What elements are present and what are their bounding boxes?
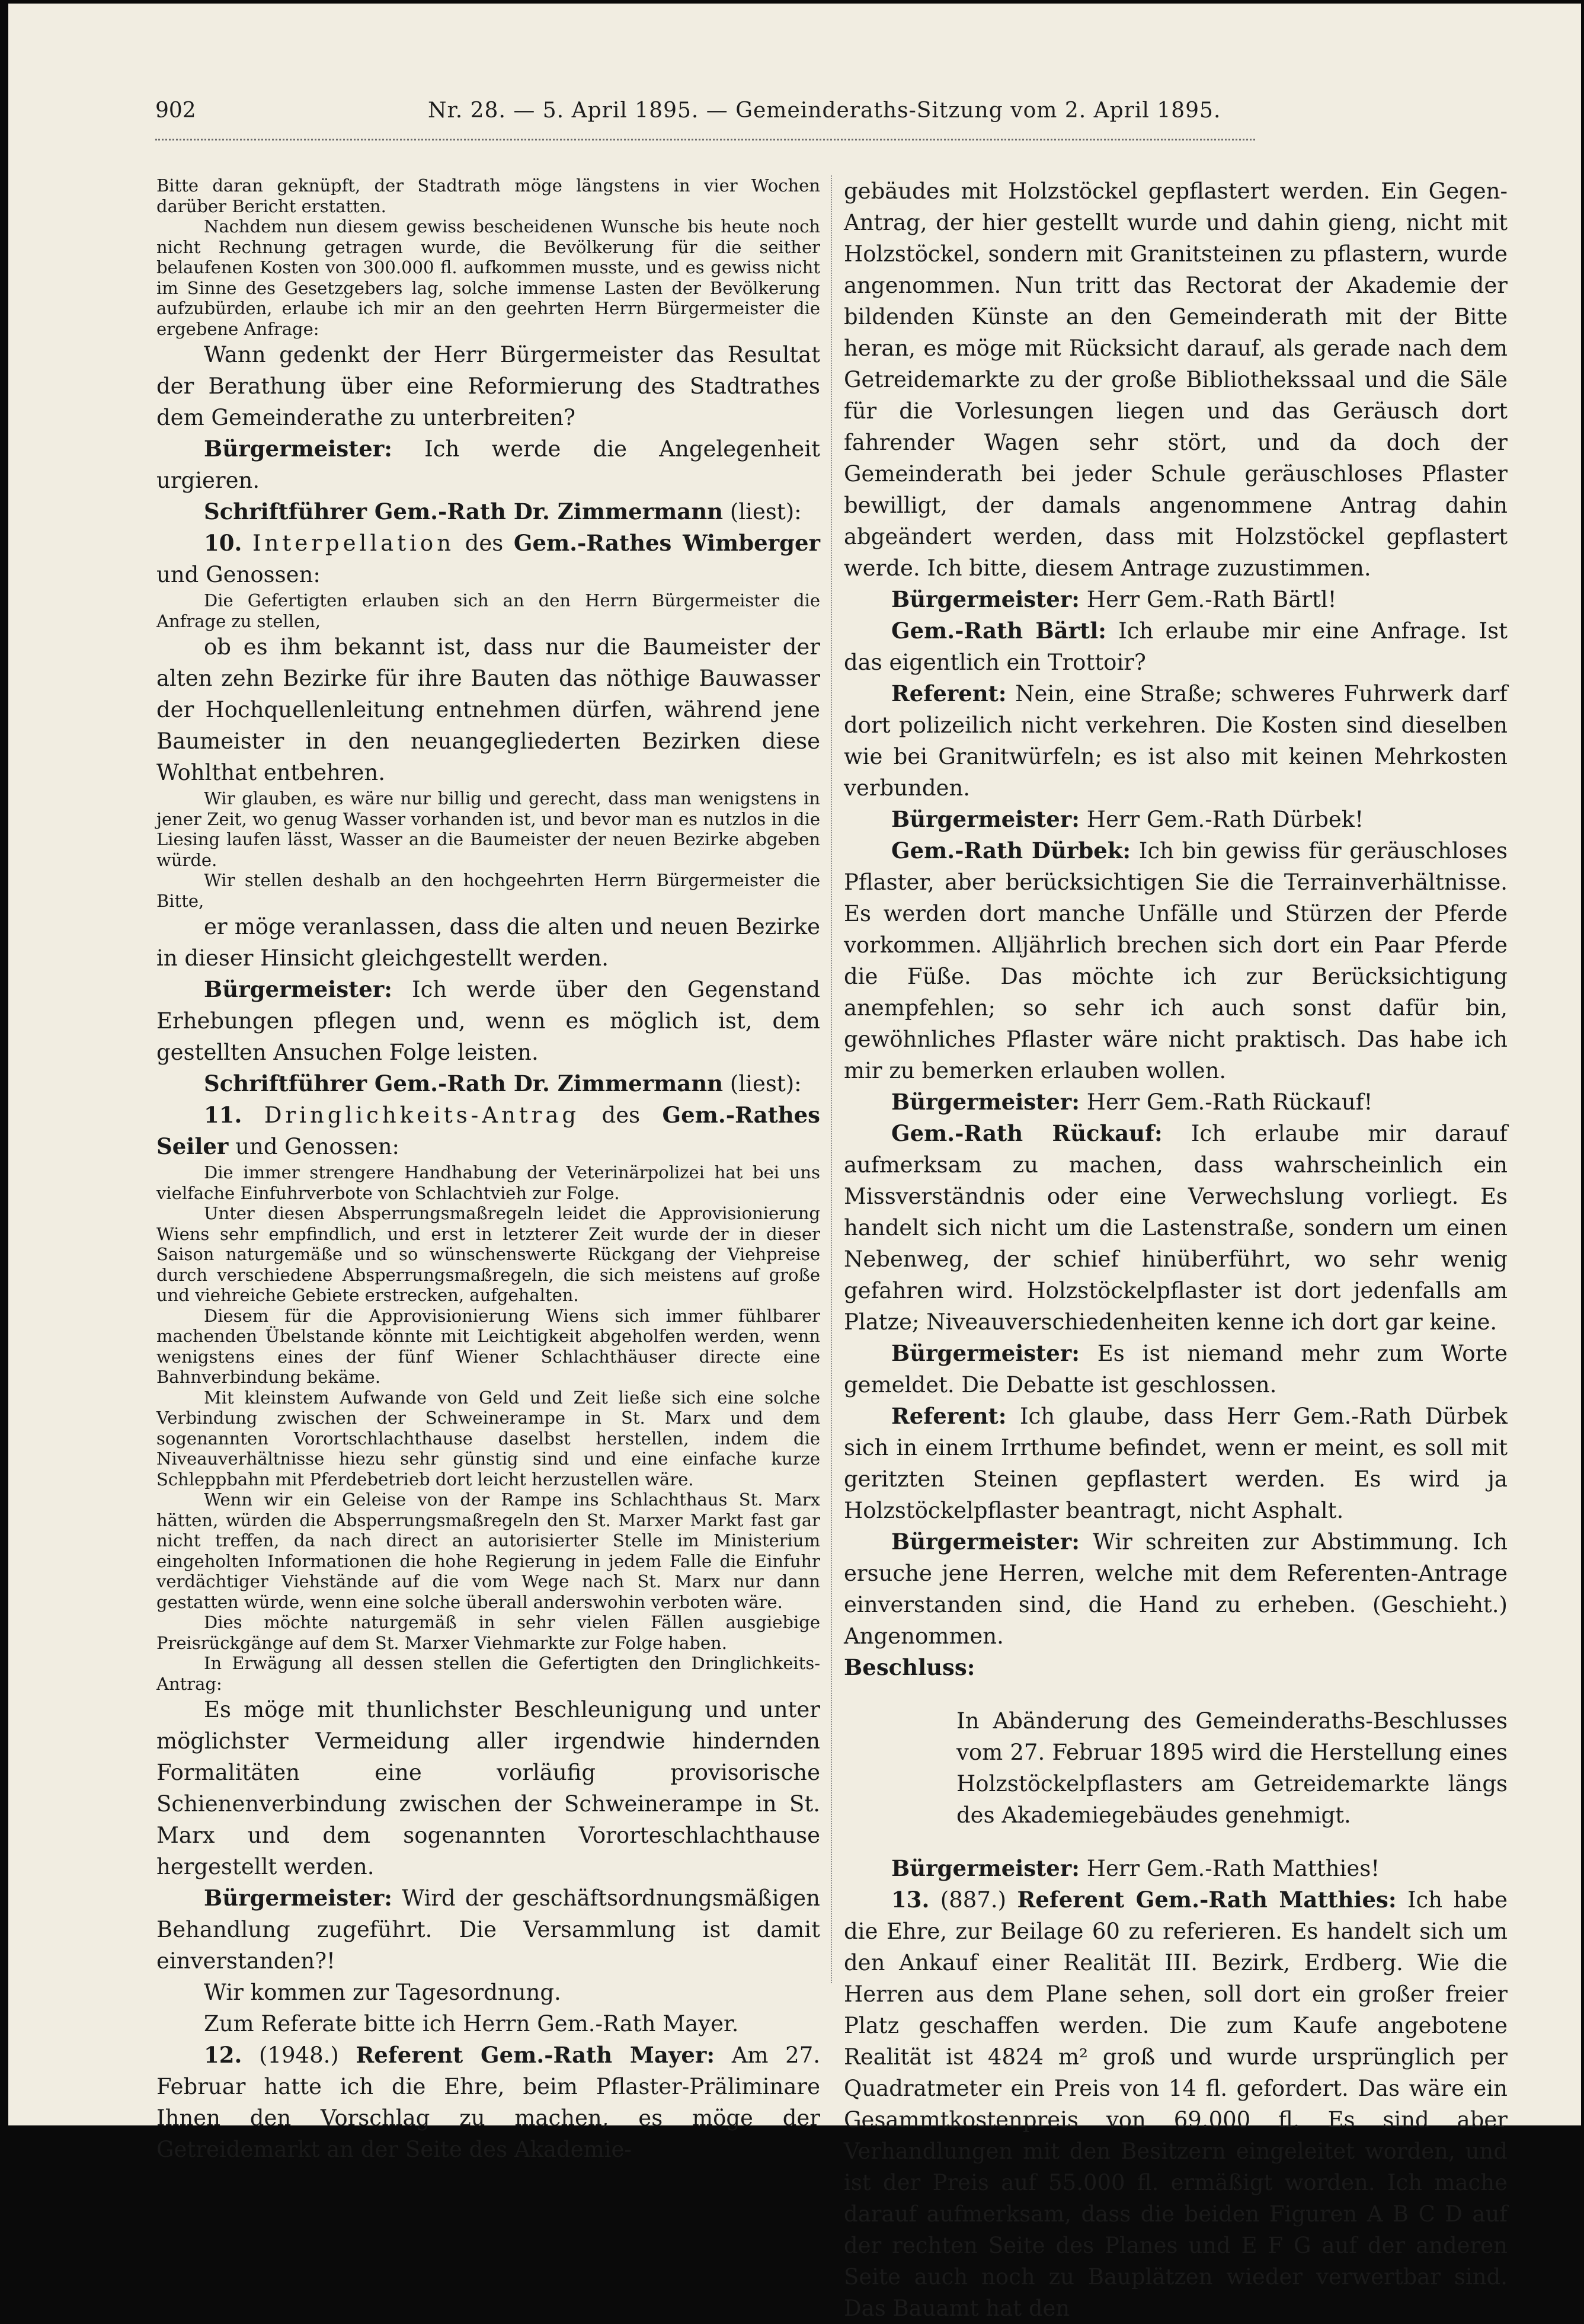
speaker: Referent Gem.-Rath Mayer: bbox=[356, 2042, 715, 2068]
speech bbox=[844, 1338, 1508, 1401]
resolution-text: In Abänderung des Gemeinderaths-Beschlusses vom 27. Februar 1895 wird die Herstellung eines Holzstöckelpflasters am Getreidemarkte längs des Akademiegebäudes genehmigt. bbox=[956, 1708, 1508, 1828]
speech-text: Es ist niemand mehr zum Worte gemeldet. Die Debatte ist geschlossen. bbox=[844, 1341, 1508, 1398]
speaker: Referent: bbox=[891, 1403, 1007, 1429]
speaker: Bürgermeister: bbox=[204, 1885, 392, 1911]
paragraph: ob es ihm bekannt ist, dass nur die Baumeister der alten zehn Bezirke für ihre Bauten das nöthige Bauwasser der Hochquellenleitung entnehmen dürfen, während jene Baumeister in den neuangegliederten Bezirken diese Wohlthat entbehren. bbox=[156, 634, 820, 785]
speech-text: Nein, eine Straße; schweres Fuhrwerk darf dort polizeilich nicht verkehren. Die Kosten sind dieselben wie bei Granitwürfeln; es ist also mit keinen Mehrkosten verbunden. bbox=[844, 681, 1508, 801]
item-rest: und Genossen: bbox=[235, 1134, 400, 1159]
speech-text: Ich habe die Ehre, zur Beilage 60 zu referieren. Es handelt sich um den Ankauf einer Realität III. Bezirk, Erdberg. Wie die Herren aus dem Plane sehen, soll dort ein großer freier Platz geschaffen werden. Die zum Kaufe angebotene Realität ist 4824 m² groß und wurde ursprünglich per Quadratmeter ein Preis von 14 fl. gefordert. Das wäre ein Gesammtkostenpreis von 69.000 fl. Es sind aber Verhandlungen mit den Besitzern eingeleitet worden, und ist der Preis auf 55.000 fl. ermäßigt worden. Ich mache darauf aufmerksam, dass die beiden Figuren A B C D auf der rechten Seite des Planes und E F G auf der anderen Seite auch noch zu Bauplätzen wieder verwertbar sind. Das Bauamt hat den bbox=[844, 1887, 1508, 2321]
speaker: Bürgermeister: bbox=[891, 1340, 1080, 1366]
speech bbox=[844, 1853, 1508, 1884]
speech bbox=[844, 1118, 1508, 1338]
paragraph: Wir glauben, es wäre nur billig und gerecht, dass man wenigstens in jener Zeit, wo genug Wasser vorhanden ist, und bevor man es nutzlos in die Liesing laufen lässt, Wasser an die Baumeister der neuen Bezirke abgeben würde. bbox=[156, 788, 820, 870]
newspaper-page bbox=[8, 4, 1581, 2321]
item-kind: Interpellation bbox=[252, 530, 455, 556]
paragraph: er möge veranlassen, dass die alten und neuen Bezirke in dieser Hinsicht gleichgestellt werden. bbox=[156, 914, 820, 971]
speaker: Gem.-Rath Rückauf: bbox=[891, 1120, 1163, 1146]
speaker: Bürgermeister: bbox=[891, 1089, 1080, 1115]
item-heading bbox=[844, 1884, 1508, 2324]
paragraph: gebäudes mit Holzstöckel gepflastert werden. Ein Gegen-Antrag, der hier gestellt wurde und dahin gieng, nicht mit Holzstöckel, sondern mit Granitsteinen zu pflastern, wurde angenommen. Nun tritt das Rectorat der Akademie der bildenden Künste an den Gemeinderath mit der Bitte heran, es möge mit Rücksicht darauf, als gerade nach dem Getreidemarkte zu der große Bibliothekssaal und die Säle für die Vorlesungen liegen und das Geräusch dort fahrender Wagen sehr stört, und da doch der Gemeinderath bei jeder Schule geräuschloses Pflaster bewilligt, der damals angenommene Antrag dahin abgeändert werden, dass mit Holzstöckel gepflastert werde. Ich bitte, diesem Antrage zuzustimmen. bbox=[844, 178, 1508, 581]
running-head: Nr. 28. — 5. April 1895. — Gemeinderaths-Sitzung vom 2. April 1895. bbox=[428, 98, 1221, 123]
item-connector: des bbox=[601, 1102, 641, 1128]
speech-text: Herr Gem.-Rath Dürbek! bbox=[1086, 807, 1364, 832]
right-column bbox=[844, 175, 1508, 2321]
speech bbox=[156, 496, 820, 528]
speech-text: Herr Gem.-Rath Matthies! bbox=[1086, 1856, 1380, 1881]
page-header bbox=[155, 98, 1257, 134]
resolution bbox=[844, 1652, 1508, 1683]
speech bbox=[156, 433, 820, 496]
speech bbox=[844, 615, 1508, 678]
paragraph: Dies möchte naturgemäß in sehr vielen Fällen ausgiebige Preisrückgänge auf dem St. Marxer Viehmarkte zur Folge haben. bbox=[156, 1612, 820, 1653]
speech-text: (liest): bbox=[729, 499, 802, 525]
speaker: Schriftführer Gem.-Rath Dr. Zimmermann bbox=[204, 498, 724, 525]
speech bbox=[156, 974, 820, 1068]
left-column bbox=[156, 175, 821, 2162]
paragraph: Unter diesen Absperrungsmaßregeln leidet die Approvisionierung Wiens sehr empfindlich, und erst in letzterer Zeit wurde der in dieser Saison naturgemäße und so wünschenswerte Rückgang der Viehpreise durch verschiedene Absperrungsmaßregeln, die sich meistens auf große und viehreiche Gebiete erstrecken, aufgehalten. bbox=[156, 1203, 820, 1305]
speech bbox=[844, 1086, 1508, 1118]
speaker: Referent: bbox=[891, 680, 1007, 707]
speaker: Schriftführer Gem.-Rath Dr. Zimmermann bbox=[204, 1070, 724, 1097]
speaker: Bürgermeister: bbox=[891, 586, 1080, 612]
paragraph: Wir stellen deshalb an den hochgeehrten Herrn Bürgermeister die Bitte, bbox=[156, 870, 820, 911]
speech bbox=[156, 1068, 820, 1099]
paragraph: Wenn wir ein Geleise von der Rampe ins Schlachthaus St. Marx hätten, würden die Absperrungsmaßregeln den St. Marxer Markt fast gar nicht treffen, da nach direct an autorisierter Stelle im Ministerium eingeholten Informationen die hohe Regierung in jedem Falle die Einfuhr verdächtiger Viehstände auf die vom Wege nach St. Marx nur dann gestatten würde, wenn eine solche überall anderswohin verboten wäre. bbox=[156, 1489, 820, 1612]
item-number: 13. bbox=[891, 1887, 930, 1913]
item-heading bbox=[156, 1099, 820, 1162]
paragraph: Wann gedenkt der Herr Bürgermeister das Resultat der Berathung über eine Reformierung des Stadtrathes dem Gemeinderathe zu unterbreiten? bbox=[156, 342, 820, 430]
speech-text: Wir schreiten zur Abstimmung. Ich ersuche jene Herren, welche mit dem Referenten-Antrage einverstanden sind, die Hand zu erheben. (Geschieht.) Angenommen. bbox=[844, 1529, 1508, 1649]
paragraph: Die Gefertigten erlauben sich an den Herrn Bürgermeister die Anfrage zu stellen, bbox=[156, 590, 820, 631]
paragraph: Bitte daran geknüpft, der Stadtrath möge längstens in vier Wochen darüber Bericht erstatten. bbox=[156, 175, 820, 216]
paragraph: Wir kommen zur Tagesordnung. bbox=[204, 1980, 561, 2005]
resolution-label: Beschluss: bbox=[844, 1654, 975, 1680]
speech-text: Herr Gem.-Rath Bärtl! bbox=[1086, 587, 1337, 612]
item-kind: Dringlichkeits-Antrag bbox=[264, 1102, 580, 1128]
paragraph: Diesem für die Approvisionierung Wiens sich immer fühlbarer machenden Übelstande könnte mit Leichtigkeit abgeholfen werden, wenn wenigstens eines der fünf Wiener Schlachthäuser directe eine Bahnverbindung bekäme. bbox=[156, 1305, 820, 1387]
speaker: Referent Gem.-Rath Matthies: bbox=[1017, 1887, 1397, 1913]
speech-text: Ich werde die Angelegenheit urgieren. bbox=[156, 436, 820, 493]
speech-text: Ich werde über den Gegenstand Erhebungen pflegen und, wenn es möglich ist, dem gestellten Ansuchen Folge leisten. bbox=[156, 977, 821, 1065]
speaker: Bürgermeister: bbox=[891, 806, 1080, 832]
speaker: Gem.-Rath Dürbek: bbox=[891, 837, 1131, 864]
speech bbox=[844, 584, 1508, 615]
paragraph: Mit kleinstem Aufwande von Geld und Zeit ließe sich eine solche Verbindung zwischen der Schweinerampe in St. Marx und dem sogenannten Vorortschlachthause daselbst herstellen, indem die Niveauverhältnisse hiezu sehr günstig sind und eine einfache kurze Schleppbahn mit Pferdebetrieb dort leicht herzustellen wäre. bbox=[156, 1387, 820, 1489]
speech-text: Herr Gem.-Rath Rückauf! bbox=[1086, 1089, 1373, 1115]
item-reference: (887.) bbox=[940, 1887, 1007, 1913]
speech bbox=[844, 1401, 1508, 1526]
speaker: Bürgermeister: bbox=[891, 1529, 1080, 1555]
speech bbox=[844, 1526, 1508, 1652]
item-number: 10. bbox=[204, 530, 242, 556]
item-number: 11. bbox=[204, 1102, 242, 1128]
speech bbox=[844, 835, 1508, 1086]
header-rule bbox=[155, 139, 1255, 145]
speech-text: Am 27. Februar hatte ich die Ehre, beim Pflaster-Präliminare Ihnen den Vorschlag zu machen, es möge der Getreidemarkt an der Seite des Akademie- bbox=[156, 2042, 820, 2162]
item-heading bbox=[156, 2040, 820, 2165]
paragraph: Es möge mit thunlichster Beschleunigung und unter möglichster Vermeidung aller irgendwie hindernden Formalitäten eine vorläufig provisorische Schienenverbindung zwischen der Schweinerampe in St. Marx und dem sogenannten Vororteschlachthause hergestellt werden. bbox=[156, 1697, 820, 1879]
speech bbox=[156, 1882, 820, 1977]
paragraph: Nachdem nun diesem gewiss bescheidenen Wunsche bis heute noch nicht Rechnung getragen wurde, die Bevölkerung für die seither belaufenen Kosten von 300.000 fl. aufkommen musste, und es gewiss nicht im Sinne des Gesetzgebers lag, solche immense Lasten der Bevölkerung aufzubürden, erlaube ich mir an den geehrten Herrn Bürgermeister die ergebene Anfrage: bbox=[156, 216, 820, 339]
item-reference: (1948.) bbox=[259, 2042, 339, 2068]
speech-text: Ich glaube, dass Herr Gem.-Rath Dürbek sich in einem Irrthume befindet, wenn er meint, es soll mit geritzten Steinen gepflastert werden. Es wird ja Holzstöckelpflaster beantragt, nicht Asphalt. bbox=[844, 1404, 1508, 1523]
item-mover: Gem.-Rathes Seiler bbox=[156, 1102, 821, 1159]
speech-text: (liest): bbox=[729, 1071, 802, 1097]
item-number: 12. bbox=[204, 2042, 242, 2068]
paragraph: Zum Referate bitte ich Herrn Gem.-Rath Mayer. bbox=[204, 2011, 739, 2037]
speech-text: Wird der geschäftsordnungsmäßigen Behandlung zugeführt. Die Versammlung ist damit einverstanden?! bbox=[156, 1885, 820, 1974]
speech-text: Ich erlaube mir eine Anfrage. Ist das eigentlich ein Trottoir? bbox=[844, 618, 1508, 675]
paragraph: Die immer strengere Handhabung der Veterinärpolizei hat bei uns vielfache Einfuhrverbote von Schlachtvieh zur Folge. bbox=[156, 1162, 820, 1203]
paragraph: In Erwägung all dessen stellen die Gefertigten den Dringlichkeits-Antrag: bbox=[156, 1653, 820, 1694]
speaker: Bürgermeister: bbox=[891, 1855, 1080, 1881]
speech bbox=[844, 804, 1508, 835]
speaker: Bürgermeister: bbox=[204, 436, 392, 462]
item-heading bbox=[156, 528, 820, 590]
speaker: Gem.-Rath Bärtl: bbox=[891, 618, 1106, 644]
speech bbox=[844, 678, 1508, 804]
page-number: 902 bbox=[155, 98, 196, 123]
speech-text: Ich bin gewiss für geräuschloses Pflaster, aber berücksichtigen Sie die Terrainverhältnisse. Es werden dort manche Unfälle und Stürzen der Pferde vorkommen. Alljährlich brechen sich dort ein Paar Pferde die Füße. Das möchte ich zur Berücksichtigung anempfehlen; so sehr ich auch sonst dafür bin, gewöhnliches Pflaster wäre nicht praktisch. Das habe ich mir zu bemerken erlauben wollen. bbox=[844, 838, 1508, 1083]
speech-text: Ich erlaube mir darauf aufmerksam zu machen, dass wahrscheinlich ein Missverständnis oder eine Verwechslung vorliegt. Es handelt sich nicht um die Lastenstraße, sondern um einen Nebenweg, der schief hinüberführt, wo sehr wenig gefahren wird. Holzstöckelpflaster ist dort jedenfalls am Platze; Niveauverschiedenheiten kenne ich dort gar keine. bbox=[844, 1121, 1508, 1335]
item-connector: des bbox=[465, 530, 504, 556]
speaker: Bürgermeister: bbox=[204, 976, 392, 1002]
column-divider bbox=[831, 175, 832, 1983]
item-mover: Gem.-Rathes Wimberger bbox=[513, 530, 821, 556]
item-rest: und Genossen: bbox=[156, 562, 321, 587]
